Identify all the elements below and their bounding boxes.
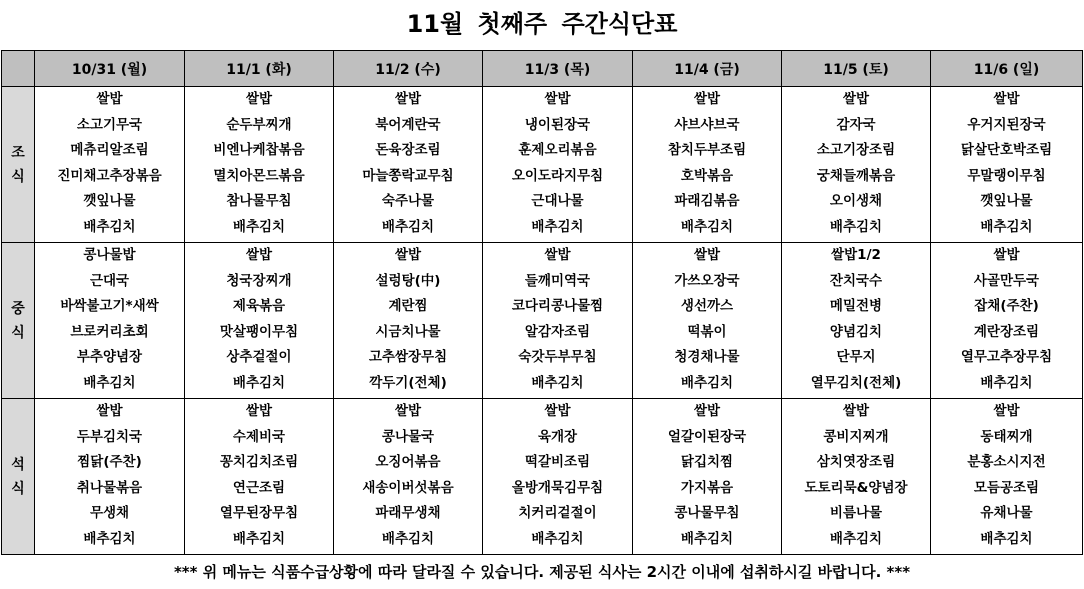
- day-header: 11/6 (일): [931, 51, 1083, 87]
- menu-cell: [483, 243, 633, 399]
- menu-item: 배추김치: [531, 530, 584, 547]
- menu-cell: [334, 243, 483, 399]
- menu-item: 가지볶음: [680, 479, 734, 496]
- day-header: 11/1 (화): [185, 51, 334, 87]
- menu-item: 소고기장조림: [816, 142, 896, 158]
- meal-label-char: 중: [11, 300, 25, 317]
- meal-label: [2, 399, 35, 555]
- menu-item: 근대나물: [531, 193, 584, 209]
- menu-item: 새송이버섯볶음: [362, 479, 454, 496]
- menu-cell: [782, 399, 931, 555]
- menu-item: 쌀밥: [842, 403, 870, 419]
- menu-item: 배추김치: [829, 530, 883, 547]
- meal-label: [2, 243, 35, 399]
- menu-item: 오이생채: [829, 193, 883, 209]
- menu-item: 계란찜: [388, 298, 428, 314]
- menu-item: 생선까스: [680, 298, 734, 314]
- menu-item: 쌀밥: [544, 91, 571, 107]
- menu-item: 깻잎나물: [83, 193, 136, 209]
- menu-item: 배추김치: [232, 374, 286, 391]
- menu-cell: [185, 87, 334, 243]
- menu-item: 쌀밥: [993, 403, 1020, 419]
- menu-item: 파래무생채: [375, 505, 441, 521]
- menu-item: 냉이된장국: [524, 116, 591, 133]
- menu-item: 감자국: [836, 116, 876, 133]
- menu-item: 쌀밥: [993, 91, 1020, 107]
- menu-item: 알감자조림: [524, 323, 591, 340]
- menu-item: 비엔나케찹볶음: [213, 142, 305, 158]
- menu-cell: [782, 87, 931, 243]
- menu-item: 호박볶음: [680, 167, 734, 184]
- menu-item: 쌀밥: [842, 91, 870, 107]
- meal-label-char: 식: [11, 168, 25, 185]
- menu-item: 참나물무침: [226, 193, 292, 209]
- menu-cell: [782, 243, 931, 399]
- footer-notice: *** 위 메뉴는 식품수급상황에 따라 달라질 수 있습니다. 제공된 식사는 2시간 이내에 섭취하시길 바랍니다. ***: [173, 563, 911, 581]
- menu-item: 쌀밥: [245, 247, 273, 263]
- menu-item: 분홍소시지전: [967, 454, 1046, 470]
- meal-row: [2, 243, 1083, 399]
- menu-item: 모듬공조림: [973, 479, 1040, 496]
- menu-item: 청경채나물: [674, 349, 740, 365]
- menu-item: 쌀밥1/2: [831, 247, 881, 263]
- menu-item: 닭살단호박조림: [960, 142, 1053, 158]
- menu-item: 배추김치: [381, 218, 435, 235]
- menu-item: 잡채(주찬): [974, 298, 1039, 314]
- menu-item: 시금치나물: [375, 323, 441, 340]
- menu-item: 배추김치: [680, 530, 734, 547]
- menu-item: 배추김치: [381, 530, 435, 547]
- menu-item: 배추김치: [531, 374, 584, 391]
- menu-item: 배추김치: [232, 530, 286, 547]
- menu-item: 계란장조림: [973, 323, 1040, 340]
- menu-item: 수제비국: [232, 428, 286, 445]
- menu-item: 찜닭(주찬): [77, 454, 142, 470]
- menu-item: 바싹불고기*새싹: [60, 298, 159, 314]
- menu-item: 돈육장조림: [375, 142, 441, 158]
- menu-item: 깍두기(전체): [369, 374, 447, 391]
- menu-item: 쌀밥: [544, 403, 571, 419]
- menu-item: 오이도라지무침: [511, 167, 604, 184]
- menu-item: 깻잎나물: [980, 193, 1033, 209]
- menu-item: 설렁탕(中): [375, 272, 441, 289]
- meal-label-char: 조: [11, 144, 25, 161]
- menu-item: 상추겉절이: [226, 349, 292, 365]
- menu-item: 유채나물: [980, 505, 1033, 521]
- menu-cell: [633, 87, 782, 243]
- menu-item: 배추김치: [232, 218, 286, 235]
- menu-item: 배추김치: [531, 218, 584, 235]
- menu-item: 마늘쫑락교무침: [362, 167, 454, 184]
- day-header: 10/31 (월): [35, 51, 185, 87]
- menu-cell: [35, 399, 185, 555]
- menu-cell: [334, 399, 483, 555]
- menu-item: 두부김치국: [76, 428, 143, 445]
- menu-item: 무말랭이무침: [967, 167, 1046, 184]
- menu-item: 쌀밥: [693, 403, 721, 419]
- menu-item: 연근조림: [232, 479, 286, 496]
- menu-item: 브로커리초회: [70, 323, 149, 340]
- menu-cell: [483, 399, 633, 555]
- menu-item: 숙갓두부무침: [518, 349, 597, 365]
- menu-item: 쌀밥: [245, 91, 273, 107]
- day-header: 11/3 (목): [483, 51, 633, 87]
- menu-item: 순두부찌개: [226, 116, 292, 133]
- meal-label-char: 식: [11, 480, 25, 497]
- menu-item: 열무김치(전체): [810, 374, 902, 391]
- menu-item: 메츄리알조림: [70, 142, 149, 158]
- menu-item: 떡볶이: [687, 323, 727, 340]
- menu-item: 얼갈이된장국: [667, 428, 747, 445]
- menu-item: 닭깁치찜: [680, 454, 734, 470]
- menu-item: 배추김치: [829, 218, 883, 235]
- menu-item: 떡갈비조림: [524, 454, 591, 470]
- menu-item: 코다리콩나물찜: [511, 298, 604, 314]
- menu-item: 배추김치: [680, 218, 734, 235]
- menu-item: 콩비지찌개: [823, 428, 889, 445]
- menu-item: 열무고추장무침: [960, 349, 1053, 365]
- menu-item: 배추김치: [980, 218, 1033, 235]
- menu-item: 배추김치: [980, 374, 1033, 391]
- menu-cell: [35, 87, 185, 243]
- menu-item: 샤브샤브국: [674, 116, 740, 133]
- menu-item: 참치두부조림: [667, 142, 747, 158]
- menu-cell: [633, 399, 782, 555]
- menu-item: 쌀밥: [394, 403, 422, 419]
- menu-cell: [931, 87, 1083, 243]
- menu-item: 단무지: [836, 349, 876, 365]
- menu-item: 육개장: [537, 428, 578, 445]
- menu-item: 들깨미역국: [524, 272, 591, 289]
- menu-item: 콩나물무침: [674, 505, 740, 521]
- menu-item: 궁채들깨볶음: [816, 167, 896, 184]
- menu-item: 쌀밥: [544, 247, 571, 263]
- menu-item: 북어계란국: [375, 116, 441, 133]
- menu-item: 열무된장무침: [219, 505, 299, 521]
- menu-item: 파래김볶음: [674, 193, 740, 209]
- header-row: [2, 51, 1083, 87]
- menu-item: 잔치국수: [829, 272, 883, 289]
- meal-row: [2, 399, 1083, 555]
- menu-item: 청국장찌개: [226, 272, 292, 289]
- menu-item: 배추김치: [680, 374, 734, 391]
- menu-cell: [633, 243, 782, 399]
- menu-item: 우거지된장국: [967, 116, 1046, 133]
- menu-cell: [35, 243, 185, 399]
- menu-item: 삼치엿장조림: [816, 454, 896, 470]
- day-header: 11/2 (수): [334, 51, 483, 87]
- menu-item: 훈제오리볶음: [518, 142, 597, 158]
- menu-item: 부추양념장: [76, 349, 143, 365]
- menu-item: 쌀밥: [693, 247, 721, 263]
- menu-item: 쌀밥: [394, 91, 422, 107]
- menu-item: 취나물볶음: [76, 479, 143, 496]
- menu-item: 올방개묵김무침: [511, 479, 604, 496]
- menu-item: 제육볶음: [232, 298, 286, 314]
- menu-item: 오징어볶음: [375, 454, 441, 470]
- menu-item: 쌀밥: [693, 91, 721, 107]
- menu-item: 쌀밥: [96, 91, 123, 107]
- menu-item: 꽁치김치조림: [219, 454, 299, 470]
- menu-item: 배추김치: [83, 530, 136, 547]
- meal-label-char: 식: [11, 324, 25, 341]
- menu-cell: [185, 243, 334, 399]
- menu-item: 가쓰오장국: [674, 272, 740, 289]
- menu-item: 도토리묵&양념장: [804, 479, 908, 496]
- meal-label-char: 석: [11, 456, 25, 473]
- menu-item: 진미채고추장볶음: [57, 167, 162, 184]
- menu-item: 쌀밥: [394, 247, 422, 263]
- menu-cell: [931, 399, 1083, 555]
- menu-item: 쌀밥: [245, 403, 273, 419]
- menu-item: 소고기무국: [76, 116, 143, 133]
- menu-item: 양념김치: [829, 323, 883, 340]
- page-title: 11월 첫째주 주간식단표: [406, 10, 678, 38]
- menu-item: 쌀밥: [993, 247, 1020, 263]
- weekly-menu-table: [1, 50, 1083, 555]
- menu-cell: [185, 399, 334, 555]
- menu-item: 배추김치: [83, 374, 136, 391]
- menu-item: 멸치아몬드볶음: [213, 167, 305, 184]
- day-header: 11/5 (토): [782, 51, 931, 87]
- menu-item: 무생채: [89, 505, 130, 521]
- day-header: 11/4 (금): [633, 51, 782, 87]
- menu-cell: [334, 87, 483, 243]
- menu-item: 메밀전병: [829, 298, 883, 314]
- menu-cell: [931, 243, 1083, 399]
- header-corner: [2, 51, 35, 87]
- menu-item: 고추쌈장무침: [368, 349, 448, 365]
- menu-item: 맛살팽이무침: [219, 323, 299, 340]
- menu-item: 숙주나물: [381, 193, 435, 209]
- menu-item: 콩나물국: [381, 428, 435, 445]
- menu-item: 콩나물밥: [83, 247, 136, 263]
- menu-item: 배추김치: [83, 218, 136, 235]
- menu-cell: [483, 87, 633, 243]
- meal-row: [2, 87, 1083, 243]
- menu-item: 동태찌개: [980, 428, 1033, 445]
- menu-item: 비름나물: [829, 505, 883, 521]
- menu-item: 근대국: [89, 272, 130, 289]
- menu-item: 쌀밥: [96, 403, 123, 419]
- menu-item: 배추김치: [980, 530, 1033, 547]
- meal-label: [2, 87, 35, 243]
- menu-item: 사골만두국: [973, 272, 1040, 289]
- menu-item: 치커리겉절이: [518, 505, 597, 521]
